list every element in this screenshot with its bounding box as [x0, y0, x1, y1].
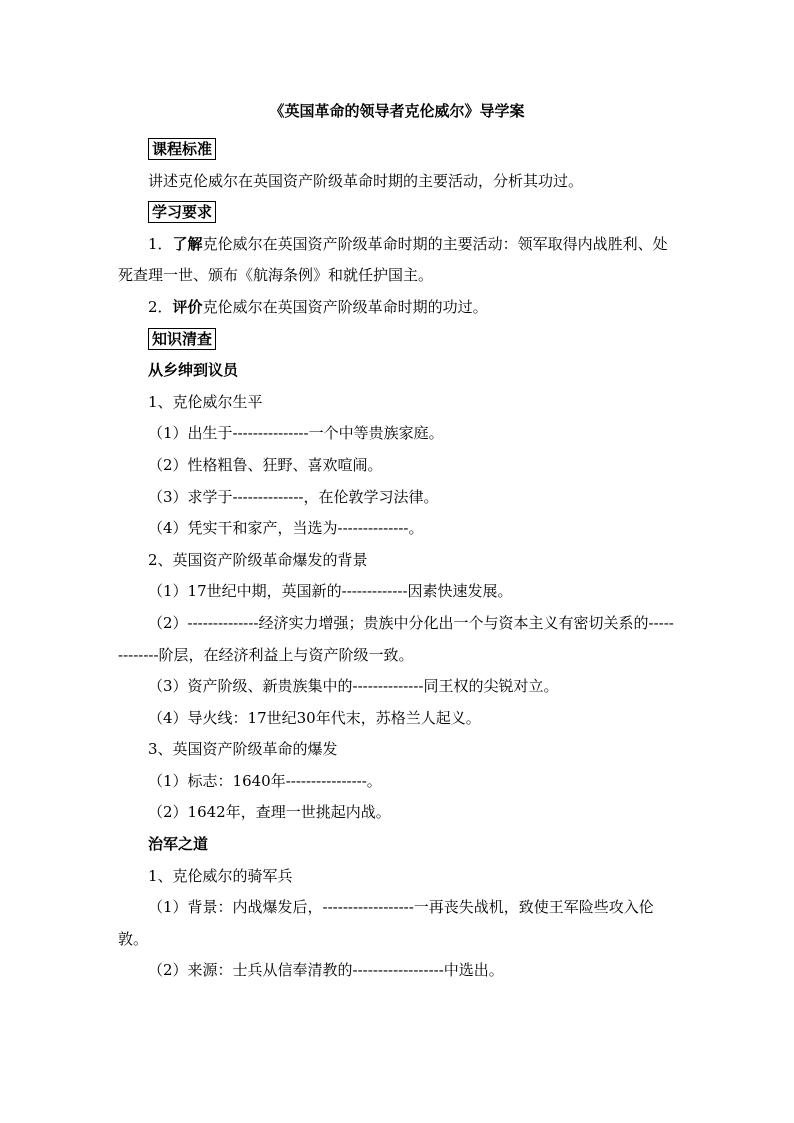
list-item: （4）导火线：17世纪30年代末，苏格兰人起义。 [148, 708, 481, 727]
list-item: 3、英国资产阶级革命的爆发 [148, 740, 338, 759]
subsection-heading: 从乡绅到议员 [148, 361, 239, 380]
standard-text: 讲述克伦威尔在英国资产阶级革命时期的主要活动，分析其功过。 [148, 171, 584, 190]
list-item: （1）出生于---------------一个中等贵族家庭。 [148, 424, 444, 443]
list-item: （2）性格粗鲁、狂野、喜欢喧闹。 [148, 455, 383, 474]
list-item: （1）标志：1640年----------------。 [148, 771, 382, 790]
boxed-heading: 课程标准 [148, 138, 216, 160]
list-item: （1）17世纪中期，英国新的-------------因素快速发展。 [148, 582, 513, 601]
requirement-2 [118, 292, 678, 324]
section-heading-knowledge [118, 324, 678, 356]
section-heading-requirements [118, 197, 678, 229]
req-text: 克伦威尔在英国资产阶级革命时期的功过。 [202, 297, 488, 316]
boxed-heading: 知识清查 [148, 328, 216, 350]
section-heading-standard [118, 134, 678, 166]
list-item: （2）1642年，查理一世挑起内战。 [148, 803, 391, 822]
list-item: （4）凭实干和家产，当选为--------------。 [148, 519, 424, 538]
req-verb: 了解 [172, 234, 203, 253]
list-item: 1、克伦威尔生平 [148, 392, 263, 411]
list-item: （3）资产阶级、新贵族集中的--------------同王权的尖锐对立。 [148, 677, 559, 696]
req-text: 克伦威尔在英国资产阶级革命时期的主要活动：领军取得内战胜利、处死查理一世、颁布《航海条例》和就任护国主。 [118, 234, 668, 285]
list-item: 1、克伦威尔的骑军兵 [148, 866, 293, 885]
boxed-heading: 学习要求 [148, 201, 216, 223]
subsection-heading: 治军之道 [148, 835, 209, 854]
document-title: 《英国革命的领导者克伦威尔》导学案 [269, 102, 525, 120]
req-number: 2． [148, 297, 173, 316]
req-verb: 评价 [172, 297, 203, 316]
list-item: （1）背景：内战爆发后，------------------一再丧失战机，致使王军险些攻入伦敦。 [118, 898, 654, 948]
list-item: （3）求学于--------------，在伦敦学习法律。 [148, 487, 439, 506]
list-item: 2、英国资产阶级革命爆发的背景 [148, 550, 368, 569]
req-number: 1． [148, 234, 173, 253]
document-body [118, 134, 678, 987]
requirement-1 [118, 229, 678, 292]
list-item: （2）--------------经济实力增强；贵族中分化出一个与资本主义有密切关系的-------------阶层，在经济利益上与资产阶级一致。 [118, 613, 674, 664]
list-item: （2）来源：士兵从信奉清教的------------------中选出。 [148, 961, 504, 980]
